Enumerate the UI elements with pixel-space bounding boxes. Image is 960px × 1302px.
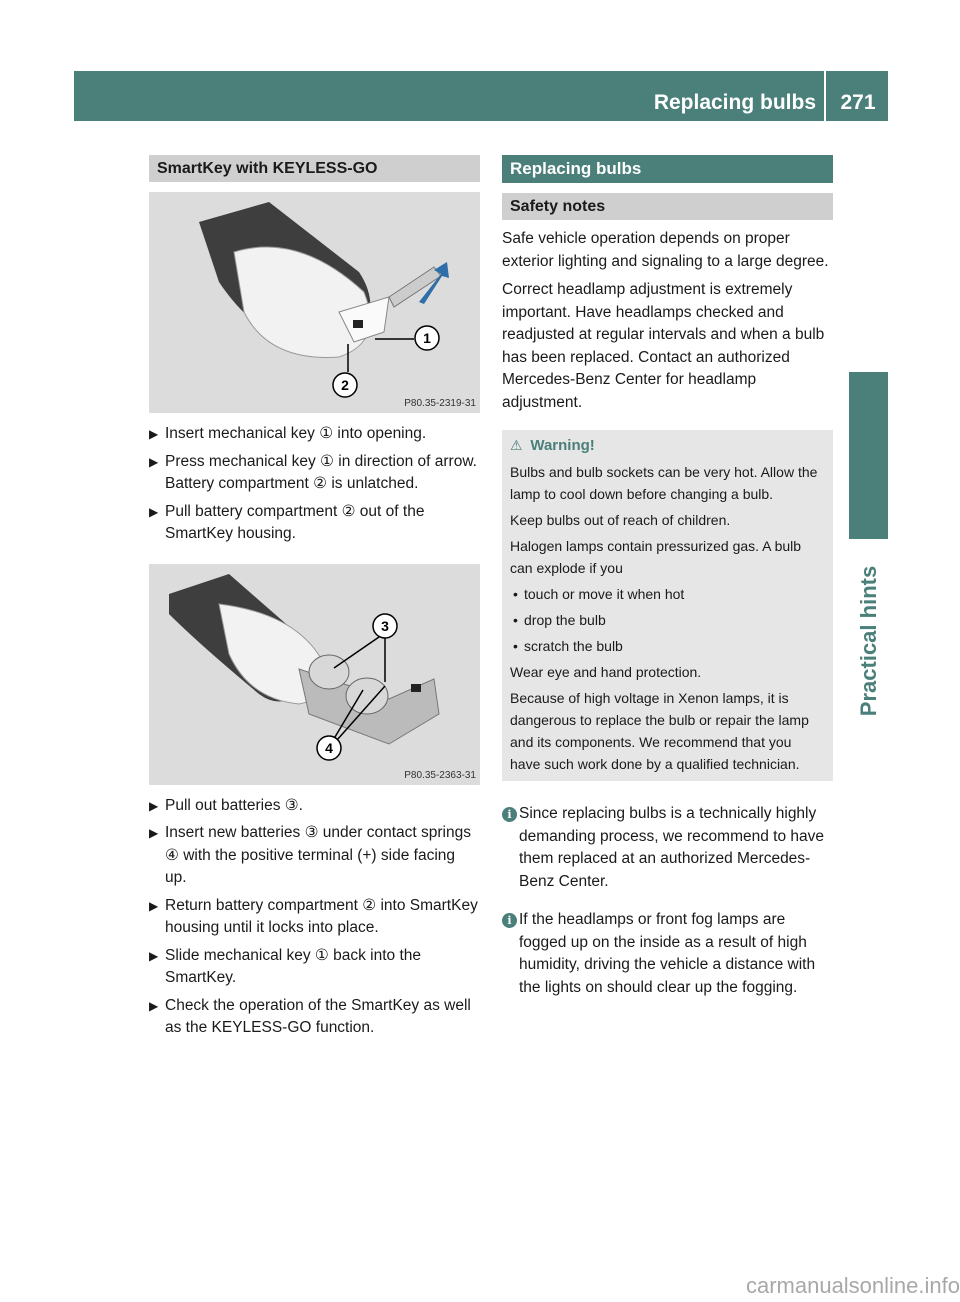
page-header-bar [74, 71, 888, 121]
warning-bullet: • drop the bulb [510, 609, 825, 631]
battery-illustration [149, 564, 480, 785]
step-item: ▶ Pull battery compartment ② out of the SmartKey housing. [149, 502, 425, 542]
warning-title: Warning! [530, 437, 595, 454]
side-tab [849, 121, 888, 1121]
callout-2: 2 [341, 377, 349, 393]
info-note: i If the headlamps or front fog lamps are fogged up on the inside as a result of high humidity, driving the vehicle a distance with the lights on should clear up the fogging. [502, 909, 833, 999]
arrow-right-icon: ▶ [149, 826, 159, 840]
info-icon: i [502, 913, 517, 928]
step-item: ▶ Press mechanical key ① in direction of arrow. Battery compartment ② is unlatched. [149, 452, 477, 492]
callout-3: 3 [381, 617, 389, 634]
step-item: ▶ Pull out batteries ③. [149, 795, 480, 818]
subsection-heading: Safety notes [502, 193, 833, 220]
figure-code: P80.35-2319-31 [404, 398, 476, 409]
warning-box [502, 430, 833, 781]
warning-text: Wear eye and hand protection. [510, 664, 702, 680]
smartkey-figure-1 [149, 192, 480, 413]
figure-code: P80.35-2363-31 [404, 769, 476, 781]
step-item: ▶ Return battery compartment ② into SmartKey housing until it locks into place. [149, 896, 478, 936]
warning-text: Because of high voltage in Xenon lamps, it is dangerous to replace the bulb or repair the lamp and its components. We recommend that you have such work done by a qualified technician. [510, 690, 809, 772]
step-item: ▶ Slide mechanical key ① back into the SmartKey. [149, 946, 421, 986]
arrow-right-icon: ▶ [149, 454, 159, 469]
warning-bullet: • touch or move it when hot [510, 583, 825, 605]
side-tab-block [849, 372, 888, 539]
section-heading: Replacing bulbs [502, 155, 833, 183]
step-item: ▶ Insert new batteries ③ under contact springs ④ with the positive terminal (+) side facing up. [149, 824, 471, 886]
steps-list-2 [149, 795, 480, 1040]
warning-text: Bulbs and bulb sockets can be very hot. Allow the lamp to cool down before changing a bulb. [510, 464, 818, 502]
right-column [502, 155, 833, 999]
section-heading: SmartKey with KEYLESS-GO [149, 155, 480, 182]
arrow-right-icon: ▶ [149, 427, 159, 441]
info-note: i Since replacing bulbs is a technically highly demanding process, we recommend to have them replaced at an authorized Mercedes-Benz Center. [502, 803, 833, 893]
arrow-right-icon: ▶ [149, 898, 159, 913]
arrow-right-icon: ▶ [149, 798, 159, 813]
warning-text: Halogen lamps contain pressurized gas. A bulb can explode if you [510, 538, 802, 576]
arrow-right-icon: ▶ [149, 948, 159, 963]
side-tab-label: Practical hints [855, 565, 881, 717]
smartkey-figure-2 [149, 564, 480, 785]
paragraph: Safe vehicle operation depends on proper exterior lighting and signaling to a large degree. [502, 230, 829, 270]
info-icon: i [502, 807, 517, 822]
callout-1: 1 [423, 330, 431, 346]
warning-text: Keep bulbs out of reach of children. [510, 512, 731, 528]
smartkey-key-illustration [149, 192, 480, 413]
steps-list-1 [149, 423, 480, 546]
arrow-right-icon: ▶ [149, 998, 159, 1013]
paragraph: Correct headlamp adjustment is extremely important. Have headlamps checked and readjusted at regular intervals and when a bulb has been replaced. Contact an authorized Mercedes-Benz Center for headlamp adjustment. [502, 281, 825, 411]
step-item: ▶ Insert mechanical key ① into opening. [149, 423, 480, 446]
watermark: carmanualsonline.info [745, 1273, 960, 1298]
left-column [149, 155, 480, 1045]
warning-bullet: • scratch the bulb [510, 635, 825, 657]
header-divider [824, 71, 826, 121]
section-title: Replacing bulbs [653, 91, 816, 114]
warning-icon: ⚠ [510, 437, 523, 453]
arrow-right-icon: ▶ [149, 504, 159, 519]
callout-4: 4 [325, 739, 333, 756]
step-item: ▶ Check the operation of the SmartKey as well as the KEYLESS-GO function. [149, 996, 471, 1036]
page-number: 271 [840, 91, 876, 114]
